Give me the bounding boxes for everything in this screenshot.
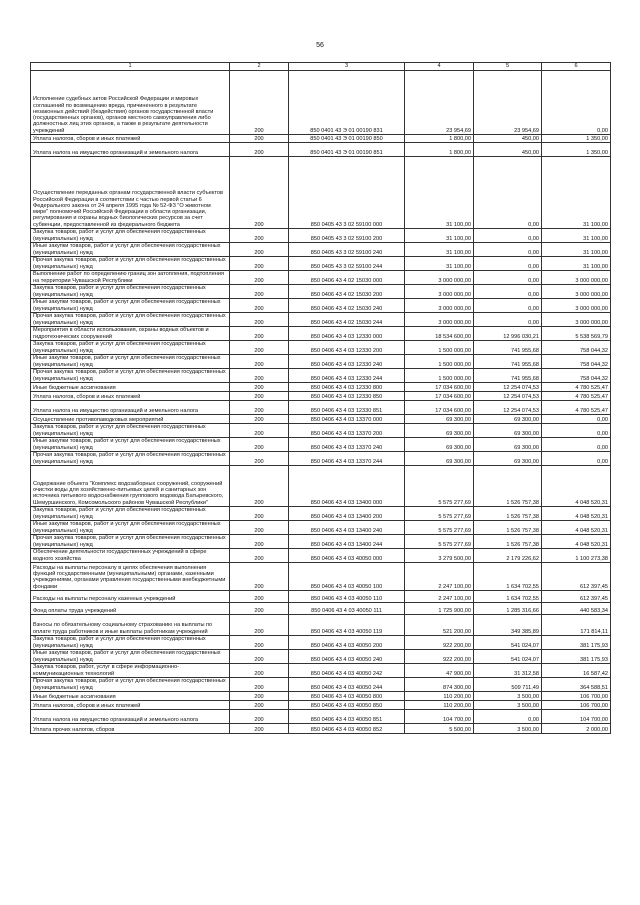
executed-amount: 450,00 xyxy=(474,143,542,157)
budget-classification-code: 850 0406 43 4 03 12330 200 xyxy=(289,341,405,355)
executed-amount: 509 711,49 xyxy=(474,678,542,692)
unexecuted-amount: 0,00 xyxy=(542,424,611,438)
row-description: Выполнение работ по определению границ зон затопления, подтопления на территории Чувашской Республики xyxy=(31,271,230,285)
line-code: 200 xyxy=(230,563,289,591)
approved-amount: 1 500 000,00 xyxy=(405,369,474,383)
budget-classification-code: 850 0406 43 4 03 13400 000 xyxy=(289,466,405,507)
budget-classification-code: 850 0406 43 4 02 15030 240 xyxy=(289,299,405,313)
row-description: Расходы на выплаты персоналу казенных учреждений xyxy=(31,591,230,603)
line-code: 200 xyxy=(230,143,289,157)
table-row xyxy=(31,392,611,401)
executed-amount: 741 955,68 xyxy=(474,355,542,369)
unexecuted-amount: 31 100,00 xyxy=(542,243,611,257)
approved-amount: 69 300,00 xyxy=(405,415,474,424)
unexecuted-amount: 31 100,00 xyxy=(542,157,611,229)
column-number: 3 xyxy=(289,63,405,71)
row-description: Иные закупки товаров, работ и услуг для обеспечения государственных (муниципальных) нужд xyxy=(31,521,230,535)
unexecuted-amount: 0,00 xyxy=(542,71,611,135)
approved-amount: 3 000 000,00 xyxy=(405,271,474,285)
unexecuted-amount: 4 048 520,31 xyxy=(542,521,611,535)
budget-classification-code: 850 0406 43 4 03 40050 200 xyxy=(289,636,405,650)
executed-amount: 741 955,68 xyxy=(474,341,542,355)
column-number: 2 xyxy=(230,63,289,71)
executed-amount: 3 500,00 xyxy=(474,701,542,710)
budget-classification-code: 850 0406 43 4 03 40050 242 xyxy=(289,664,405,678)
approved-amount: 1 800,00 xyxy=(405,135,474,143)
approved-amount: 5 575 277,69 xyxy=(405,466,474,507)
unexecuted-amount: 106 700,00 xyxy=(542,692,611,701)
unexecuted-amount: 758 044,32 xyxy=(542,341,611,355)
approved-amount: 5 575 277,69 xyxy=(405,507,474,521)
unexecuted-amount: 612 397,45 xyxy=(542,591,611,603)
row-description: Закупка товаров, работ и услуг для обеспечения государственных (муниципальных) нужд xyxy=(31,341,230,355)
unexecuted-amount: 4 780 525,47 xyxy=(542,383,611,392)
table-row xyxy=(31,415,611,424)
unexecuted-amount: 364 588,51 xyxy=(542,678,611,692)
row-description: Уплата налогов, сборов и иных платежей xyxy=(31,135,230,143)
budget-classification-code: 850 0401 43 Э 01 00190 831 xyxy=(289,71,405,135)
unexecuted-amount: 381 175,93 xyxy=(542,636,611,650)
row-description: Закупка товаров, работ и услуг для обеспечения государственных (муниципальных) нужд xyxy=(31,507,230,521)
executed-amount: 1 526 757,38 xyxy=(474,466,542,507)
budget-classification-code: 850 0406 43 4 03 13370 244 xyxy=(289,452,405,466)
unexecuted-amount: 171 814,11 xyxy=(542,615,611,636)
budget-classification-code: 850 0406 43 4 03 40050 240 xyxy=(289,650,405,664)
budget-classification-code: 850 0406 43 4 03 40050 850 xyxy=(289,701,405,710)
row-description: Осуществление переданных органам государственной власти субъектов Российской Федерации в соответствии с частью первой статьи 6 Федерального закона от 24 апреля 1995 года № 52-ФЗ "О животном мире" полномочий Российской Федерации в области организации, регулирования и охраны водных биологических ресурсов за счет субвенции, предоставленной из федерального бюджета xyxy=(31,157,230,229)
unexecuted-amount: 106 700,00 xyxy=(542,701,611,710)
approved-amount: 31 100,00 xyxy=(405,157,474,229)
table-row xyxy=(31,285,611,299)
approved-amount: 521 200,00 xyxy=(405,615,474,636)
row-description: Уплата налога на имущество организаций и земельного налога xyxy=(31,710,230,724)
column-number: 1 xyxy=(31,63,230,71)
approved-amount: 1 800,00 xyxy=(405,143,474,157)
budget-classification-code: 850 0406 43 4 03 40050 800 xyxy=(289,692,405,701)
table-row xyxy=(31,563,611,591)
line-code: 200 xyxy=(230,603,289,615)
table-row xyxy=(31,143,611,157)
unexecuted-amount: 3 000 000,00 xyxy=(542,285,611,299)
row-description: Прочая закупка товаров, работ и услуг для обеспечения государственных (муниципальных) нужд xyxy=(31,678,230,692)
unexecuted-amount: 758 044,32 xyxy=(542,369,611,383)
executed-amount: 23 954,69 xyxy=(474,71,542,135)
unexecuted-amount: 31 100,00 xyxy=(542,257,611,271)
page-number: 56 xyxy=(316,42,324,49)
row-description: Уплата налогов, сборов и иных платежей xyxy=(31,392,230,401)
approved-amount: 69 300,00 xyxy=(405,452,474,466)
executed-amount: 1 285 316,66 xyxy=(474,603,542,615)
column-number-row xyxy=(31,63,611,71)
row-description: Прочая закупка товаров, работ и услуг для обеспечения государственных (муниципальных) нужд xyxy=(31,313,230,327)
budget-classification-code: 850 0406 43 4 03 13400 244 xyxy=(289,535,405,549)
row-description: Закупка товаров, работ и услуг для обеспечения государственных (муниципальных) нужд xyxy=(31,424,230,438)
approved-amount: 3 000 000,00 xyxy=(405,299,474,313)
column-number: 6 xyxy=(542,63,611,71)
row-description: Исполнение судебных актов Российской Федерации и мировых соглашений по возмещению вреда, причиненного в результате незаконных действий (бездействия) органов государственной власти (государственных органов), органов местного самоуправления либо должностных лиц этих органов, а также в результате деятельности учреждений xyxy=(31,71,230,135)
line-code: 200 xyxy=(230,466,289,507)
row-description: Прочая закупка товаров, работ и услуг для обеспечения государственных (муниципальных) нужд xyxy=(31,452,230,466)
approved-amount: 31 100,00 xyxy=(405,257,474,271)
line-code: 200 xyxy=(230,369,289,383)
executed-amount: 31 312,58 xyxy=(474,664,542,678)
table-row xyxy=(31,401,611,415)
table-row xyxy=(31,452,611,466)
line-code: 200 xyxy=(230,549,289,563)
row-description: Уплата налога на имущество организаций и земельного налога xyxy=(31,143,230,157)
line-code: 200 xyxy=(230,355,289,369)
row-description: Закупка товаров, работ и услуг для обеспечения государственных (муниципальных) нужд xyxy=(31,229,230,243)
executed-amount: 1 526 757,38 xyxy=(474,521,542,535)
executed-amount: 541 024,07 xyxy=(474,636,542,650)
line-code: 200 xyxy=(230,392,289,401)
executed-amount: 0,00 xyxy=(474,243,542,257)
line-code: 200 xyxy=(230,157,289,229)
unexecuted-amount: 3 000 000,00 xyxy=(542,299,611,313)
approved-amount: 17 034 600,00 xyxy=(405,401,474,415)
table-row xyxy=(31,71,611,135)
row-description: Уплата налога на имущество организаций и земельного налога xyxy=(31,401,230,415)
executed-amount: 69 300,00 xyxy=(474,415,542,424)
approved-amount: 104 700,00 xyxy=(405,710,474,724)
line-code: 200 xyxy=(230,438,289,452)
executed-amount: 0,00 xyxy=(474,257,542,271)
line-code: 200 xyxy=(230,401,289,415)
approved-amount: 3 000 000,00 xyxy=(405,313,474,327)
row-description: Взносы по обязательному социальному страхованию на выплаты по оплате труда работников и иные выплаты работникам учреждений xyxy=(31,615,230,636)
table-row xyxy=(31,701,611,710)
unexecuted-amount: 4 048 520,31 xyxy=(542,535,611,549)
table-row xyxy=(31,507,611,521)
line-code: 200 xyxy=(230,313,289,327)
table-row xyxy=(31,327,611,341)
approved-amount: 110 200,00 xyxy=(405,701,474,710)
table-row xyxy=(31,466,611,507)
table-row xyxy=(31,636,611,650)
column-number: 4 xyxy=(405,63,474,71)
row-description: Закупка товаров, работ и услуг для обеспечения государственных (муниципальных) нужд xyxy=(31,285,230,299)
table-row xyxy=(31,383,611,392)
line-code: 200 xyxy=(230,271,289,285)
approved-amount: 874 300,00 xyxy=(405,678,474,692)
budget-classification-code: 850 0406 43 4 03 12330 240 xyxy=(289,355,405,369)
executed-amount: 0,00 xyxy=(474,313,542,327)
table-row xyxy=(31,271,611,285)
approved-amount: 5 575 277,69 xyxy=(405,535,474,549)
line-code: 200 xyxy=(230,452,289,466)
unexecuted-amount: 31 100,00 xyxy=(542,229,611,243)
unexecuted-amount: 3 000 000,00 xyxy=(542,313,611,327)
approved-amount: 922 200,00 xyxy=(405,650,474,664)
approved-amount: 1 500 000,00 xyxy=(405,355,474,369)
table-row xyxy=(31,615,611,636)
line-code: 200 xyxy=(230,424,289,438)
line-code: 200 xyxy=(230,591,289,603)
unexecuted-amount: 0,00 xyxy=(542,452,611,466)
executed-amount: 3 500,00 xyxy=(474,724,542,734)
table-row xyxy=(31,243,611,257)
table-row xyxy=(31,299,611,313)
approved-amount: 69 300,00 xyxy=(405,438,474,452)
budget-classification-code: 850 0401 43 Э 01 00190 851 xyxy=(289,143,405,157)
table-row xyxy=(31,369,611,383)
table-row xyxy=(31,724,611,734)
executed-amount: 0,00 xyxy=(474,229,542,243)
row-description: Иные бюджетные ассигнования xyxy=(31,383,230,392)
executed-amount: 541 024,07 xyxy=(474,650,542,664)
row-description: Осуществление противопаводковых мероприятий xyxy=(31,415,230,424)
unexecuted-amount: 4 048 520,31 xyxy=(542,507,611,521)
table-row xyxy=(31,650,611,664)
executed-amount: 1 526 757,38 xyxy=(474,535,542,549)
row-description: Иные закупки товаров, работ и услуг для обеспечения государственных (муниципальных) нужд xyxy=(31,650,230,664)
table-row xyxy=(31,438,611,452)
budget-classification-code: 850 0406 43 4 03 12330 000 xyxy=(289,327,405,341)
table-row xyxy=(31,692,611,701)
executed-amount: 2 179 226,62 xyxy=(474,549,542,563)
approved-amount: 110 200,00 xyxy=(405,692,474,701)
unexecuted-amount: 4 048 520,31 xyxy=(542,466,611,507)
line-code: 200 xyxy=(230,650,289,664)
approved-amount: 1 500 000,00 xyxy=(405,341,474,355)
approved-amount: 17 034 600,00 xyxy=(405,392,474,401)
line-code: 200 xyxy=(230,724,289,734)
row-description: Содержание объекта "Комплекс водозаборных сооружений, сооружений очистки воды для хозяйственно-питьевых целей и санитарных зон источника питьевого водоснабжения группового водовода Батыревского, Шемуршинского, Комсомольского районов Чувашской Республики" xyxy=(31,466,230,507)
approved-amount: 2 247 100,00 xyxy=(405,563,474,591)
line-code: 200 xyxy=(230,701,289,710)
line-code: 200 xyxy=(230,285,289,299)
table-row xyxy=(31,521,611,535)
executed-amount: 12 254 074,53 xyxy=(474,383,542,392)
line-code: 200 xyxy=(230,664,289,678)
line-code: 200 xyxy=(230,243,289,257)
line-code: 200 xyxy=(230,615,289,636)
row-description: Прочая закупка товаров, работ и услуг для обеспечения государственных (муниципальных) нужд xyxy=(31,535,230,549)
line-code: 200 xyxy=(230,135,289,143)
row-description: Иные бюджетные ассигнования xyxy=(31,692,230,701)
executed-amount: 1 634 702,55 xyxy=(474,563,542,591)
approved-amount: 31 100,00 xyxy=(405,243,474,257)
executed-amount: 12 254 074,53 xyxy=(474,392,542,401)
approved-amount: 3 279 500,00 xyxy=(405,549,474,563)
row-description: Уплата прочих налогов, сборов xyxy=(31,724,230,734)
row-description: Иные закупки товаров, работ и услуг для обеспечения государственных (муниципальных) нужд xyxy=(31,438,230,452)
line-code: 200 xyxy=(230,383,289,392)
unexecuted-amount: 758 044,32 xyxy=(542,355,611,369)
line-code: 200 xyxy=(230,415,289,424)
budget-classification-code: 850 0406 43 4 03 13370 200 xyxy=(289,424,405,438)
line-code: 200 xyxy=(230,341,289,355)
budget-classification-code: 850 0406 43 4 03 40050 111 xyxy=(289,603,405,615)
column-number: 5 xyxy=(474,63,542,71)
line-code: 200 xyxy=(230,229,289,243)
unexecuted-amount: 3 000 000,00 xyxy=(542,271,611,285)
table-row xyxy=(31,535,611,549)
line-code: 200 xyxy=(230,507,289,521)
budget-classification-code: 850 0406 43 4 03 12330 851 xyxy=(289,401,405,415)
table-row xyxy=(31,664,611,678)
unexecuted-amount: 440 583,34 xyxy=(542,603,611,615)
executed-amount: 12 254 074,53 xyxy=(474,401,542,415)
executed-amount: 741 955,68 xyxy=(474,369,542,383)
budget-classification-code: 850 0405 43 3 02 59100 244 xyxy=(289,257,405,271)
approved-amount: 922 200,00 xyxy=(405,636,474,650)
budget-classification-code: 850 0406 43 4 03 40050 110 xyxy=(289,591,405,603)
unexecuted-amount: 1 350,00 xyxy=(542,135,611,143)
line-code: 200 xyxy=(230,71,289,135)
row-description: Иные закупки товаров, работ и услуг для обеспечения государственных (муниципальных) нужд xyxy=(31,243,230,257)
unexecuted-amount: 4 780 525,47 xyxy=(542,392,611,401)
line-code: 200 xyxy=(230,327,289,341)
budget-classification-code: 850 0406 43 4 03 40050 000 xyxy=(289,549,405,563)
executed-amount: 450,00 xyxy=(474,135,542,143)
unexecuted-amount: 5 538 569,79 xyxy=(542,327,611,341)
budget-classification-code: 850 0406 43 4 03 13400 240 xyxy=(289,521,405,535)
executed-amount: 69 300,00 xyxy=(474,452,542,466)
table-row xyxy=(31,257,611,271)
budget-classification-code: 850 0406 43 4 03 40050 119 xyxy=(289,615,405,636)
unexecuted-amount: 4 780 525,47 xyxy=(542,401,611,415)
approved-amount: 2 247 100,00 xyxy=(405,591,474,603)
row-description: Фонд оплаты труда учреждений xyxy=(31,603,230,615)
table-row xyxy=(31,678,611,692)
row-description: Расходы на выплаты персоналу в целях обеспечения выполнения функций государственными (муниципальными) органами, казенными учреждениями, органами управления государственными внебюджетными фондами xyxy=(31,563,230,591)
unexecuted-amount: 381 175,93 xyxy=(542,650,611,664)
line-code: 200 xyxy=(230,710,289,724)
table-row xyxy=(31,549,611,563)
line-code: 200 xyxy=(230,678,289,692)
row-description: Обеспечение деятельности государственных учреждений в сфере водного хозяйства xyxy=(31,549,230,563)
table-row xyxy=(31,341,611,355)
executed-amount: 3 500,00 xyxy=(474,692,542,701)
row-description: Иные закупки товаров, работ и услуг для обеспечения государственных (муниципальных) нужд xyxy=(31,355,230,369)
budget-classification-code: 850 0406 43 4 03 12330 850 xyxy=(289,392,405,401)
approved-amount: 17 034 600,00 xyxy=(405,383,474,392)
row-description: Уплата налогов, сборов и иных платежей xyxy=(31,701,230,710)
budget-classification-code: 850 0406 43 4 02 15030 000 xyxy=(289,271,405,285)
line-code: 200 xyxy=(230,521,289,535)
row-description: Прочая закупка товаров, работ и услуг для обеспечения государственных (муниципальных) нужд xyxy=(31,257,230,271)
budget-classification-code: 850 0406 43 4 03 12330 800 xyxy=(289,383,405,392)
approved-amount: 1 725 900,00 xyxy=(405,603,474,615)
table-row xyxy=(31,424,611,438)
unexecuted-amount: 1 100 273,38 xyxy=(542,549,611,563)
row-description: Прочая закупка товаров, работ и услуг для обеспечения государственных (муниципальных) нужд xyxy=(31,369,230,383)
row-description: Мероприятия в области использования, охраны водных объектов и гидротехнических сооружений xyxy=(31,327,230,341)
line-code: 200 xyxy=(230,692,289,701)
executed-amount: 0,00 xyxy=(474,710,542,724)
executed-amount: 69 300,00 xyxy=(474,438,542,452)
table-row xyxy=(31,313,611,327)
budget-classification-code: 850 0405 43 3 02 59100 000 xyxy=(289,157,405,229)
unexecuted-amount: 0,00 xyxy=(542,415,611,424)
unexecuted-amount: 16 587,42 xyxy=(542,664,611,678)
approved-amount: 47 900,00 xyxy=(405,664,474,678)
budget-classification-code: 850 0401 43 Э 01 00190 850 xyxy=(289,135,405,143)
row-description: Закупка товаров, работ и услуг для обеспечения государственных (муниципальных) нужд xyxy=(31,636,230,650)
line-code: 200 xyxy=(230,535,289,549)
budget-classification-code: 850 0406 43 4 03 13370 240 xyxy=(289,438,405,452)
budget-classification-code: 850 0406 43 4 03 40050 852 xyxy=(289,724,405,734)
budget-classification-code: 850 0406 43 4 03 40050 851 xyxy=(289,710,405,724)
line-code: 200 xyxy=(230,636,289,650)
budget-classification-code: 850 0406 43 4 03 40050 100 xyxy=(289,563,405,591)
table-row xyxy=(31,135,611,143)
unexecuted-amount: 612 397,45 xyxy=(542,563,611,591)
approved-amount: 3 000 000,00 xyxy=(405,285,474,299)
executed-amount: 349 385,89 xyxy=(474,615,542,636)
table-body xyxy=(31,71,611,734)
budget-classification-code: 850 0406 43 4 03 13400 200 xyxy=(289,507,405,521)
table-row xyxy=(31,591,611,603)
executed-amount: 0,00 xyxy=(474,271,542,285)
unexecuted-amount: 2 000,00 xyxy=(542,724,611,734)
table-row xyxy=(31,710,611,724)
executed-amount: 0,00 xyxy=(474,285,542,299)
row-description: Иные закупки товаров, работ и услуг для обеспечения государственных (муниципальных) нужд xyxy=(31,299,230,313)
executed-amount: 0,00 xyxy=(474,299,542,313)
table-row xyxy=(31,603,611,615)
budget-classification-code: 850 0406 43 4 03 12330 244 xyxy=(289,369,405,383)
executed-amount: 1 526 757,38 xyxy=(474,507,542,521)
executed-amount: 69 300,00 xyxy=(474,424,542,438)
budget-classification-code: 850 0406 43 4 03 13370 000 xyxy=(289,415,405,424)
table-row xyxy=(31,157,611,229)
approved-amount: 5 500,00 xyxy=(405,724,474,734)
approved-amount: 18 534 600,00 xyxy=(405,327,474,341)
executed-amount: 12 996 030,21 xyxy=(474,327,542,341)
row-description: Закупка товаров, работ, услуг в сфере информационно-коммуникационных технологий xyxy=(31,664,230,678)
budget-classification-code: 850 0405 43 3 02 59100 200 xyxy=(289,229,405,243)
executed-amount: 0,00 xyxy=(474,157,542,229)
budget-execution-table xyxy=(30,62,611,734)
budget-classification-code: 850 0406 43 4 02 15030 244 xyxy=(289,313,405,327)
line-code: 200 xyxy=(230,299,289,313)
budget-classification-code: 850 0405 43 3 02 59100 240 xyxy=(289,243,405,257)
budget-classification-code: 850 0406 43 4 03 40050 244 xyxy=(289,678,405,692)
table-row xyxy=(31,229,611,243)
table-row xyxy=(31,355,611,369)
unexecuted-amount: 0,00 xyxy=(542,438,611,452)
line-code: 200 xyxy=(230,257,289,271)
approved-amount: 23 954,69 xyxy=(405,71,474,135)
budget-classification-code: 850 0406 43 4 02 15030 200 xyxy=(289,285,405,299)
unexecuted-amount: 1 350,00 xyxy=(542,143,611,157)
executed-amount: 1 634 702,55 xyxy=(474,591,542,603)
approved-amount: 5 575 277,69 xyxy=(405,521,474,535)
unexecuted-amount: 104 700,00 xyxy=(542,710,611,724)
approved-amount: 31 100,00 xyxy=(405,229,474,243)
approved-amount: 69 300,00 xyxy=(405,424,474,438)
